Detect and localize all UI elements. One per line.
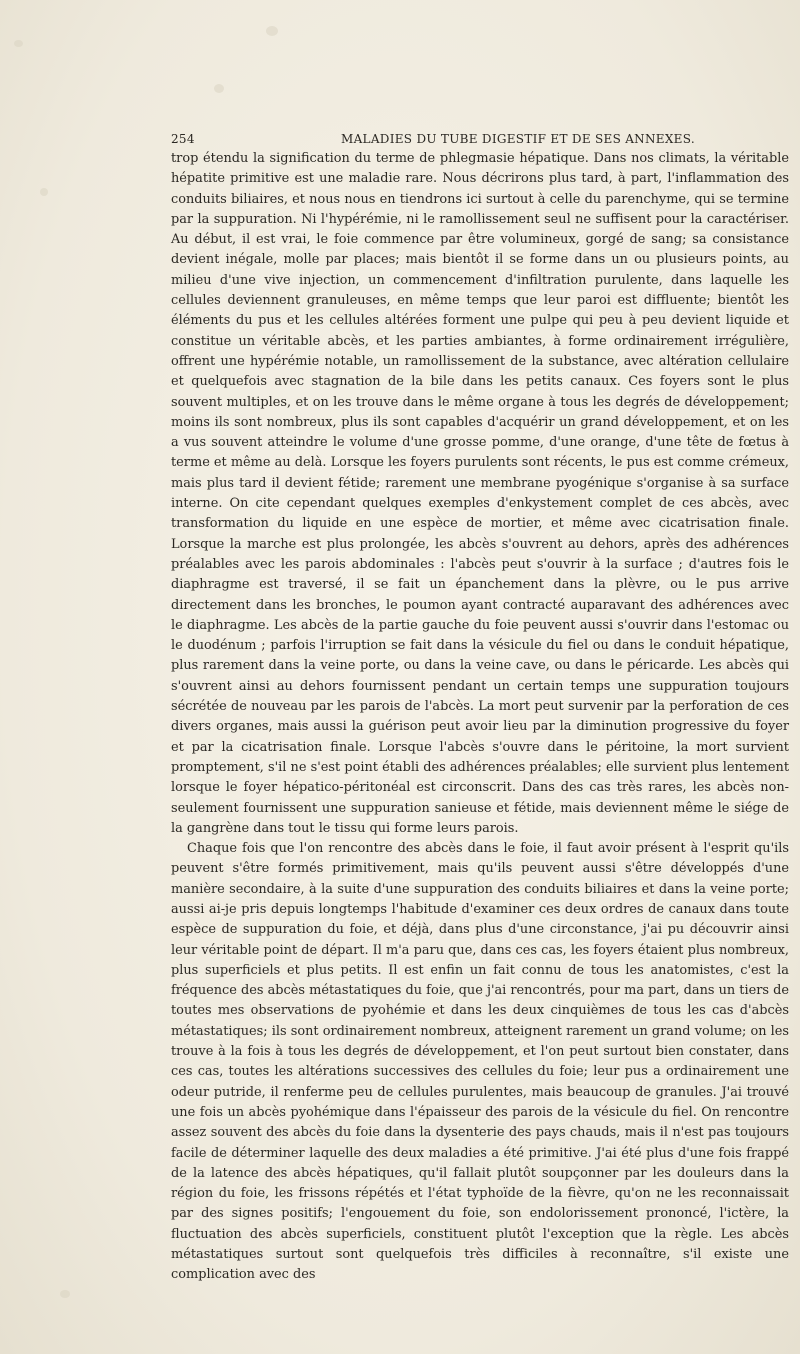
running-header (171, 132, 789, 150)
paper-stain (266, 26, 278, 36)
paper-stain (40, 188, 48, 196)
running-title: MALADIES DU TUBE DIGESTIF ET DE SES ANNEXES. (341, 132, 695, 146)
paper-stain (60, 1290, 70, 1298)
page-number: 254 (171, 132, 195, 146)
paragraph: Chaque fois que l'on rencontre des abcès dans le foie, il faut avoir présent à l'esprit qu'ils peuvent s'être formés primitivement, mais qu'ils peuvent aussi s'être développés d'une manière secondaire, à la suite d'une suppuration des conduits biliaires et dans la veine porte; aussi ai-je pris depuis longtemps l'habitude d'examiner ces deux ordres de canaux dans toute espèce de suppuration du foie, et déjà, dans plus d'une circonstance, j'ai pu découvrir ainsi leur véritable point de départ. Il m'a paru que, dans ces cas, les foyers étaient plus nombreux, plus superficiels et plus petits. Il est enfin un fait connu de tous les anatomistes, c'est la fréquence des abcès métastatiques du foie, que j'ai rencontrés, pour ma part, dans un tiers de toutes mes observations de pyohémie et dans les deux cinquièmes de tous les cas d'abcès métastatiques; ils sont ordinairement nombreux, atteignent rarement un grand volume; on les trouve à la fois à tous les degrés de développement, et l'on peut surtout bien constater, dans ces cas, toutes les altérations successives des cellules du foie; leur pus a ordinairement une odeur putride, il renferme peu de cellules purulentes, mais beaucoup de granules. J'ai trouvé une fois un abcès pyohémique dans l'épaisseur des parois de la vésicule du fiel. On rencontre assez souvent des abcès du foie dans la dysenterie des pays chauds, mais il n'est pas toujours facile de déterminer laquelle des deux maladies a été primitive. J'ai été plus d'une fois frappé de la latence des abcès hépatiques, qu'il fallait plutôt soupçonner par les douleurs dans la région du foie, les frissons répétés et l'état typhoïde de la fièvre, qu'on ne les reconnaissait par des signes positifs; l'engouement du foie, son endolorissement prononcé, l'ictère, la fluctuation des abcès superficiels, constituent plutôt l'exception que la règle. Les abcès métastatiques surtout sont quelquefois très difficiles à reconnaître, s'il existe une complication avec des (171, 841, 789, 1283)
paper-stain (14, 40, 23, 47)
paper-stain (214, 84, 224, 93)
paragraph: trop étendu la signification du terme de phlegmasie hépatique. Dans nos climats, la véritable hépatite primitive est une maladie rare. Nous décrirons plus tard, à part, l'inflammation des conduits biliaires, et nous nous en tiendrons ici surtout à celle du parenchyme, qui se termine par la suppuration. Ni l'hypérémie, ni le ramollissement seul ne suffisent pour la caractériser. Au début, il est vrai, le foie commence par être volumineux, gorgé de sang; sa consistance devient inégale, molle par places; mais bientôt il se forme dans un ou plusieurs points, au milieu d'une vive injection, un commencement d'infiltration purulente, dans laquelle les cellules deviennent granuleuses, en même temps que leur paroi est diffluente; bientôt les éléments du pus et les cellules altérées forment une pulpe qui peu à peu devient liquide et constitue un véritable abcès, et les parties ambiantes, à forme ordinairement irrégulière, offrent une hypérémie notable, un ramollissement de la substance, avec altération cellulaire et quelquefois avec stagnation de la bile dans les petits canaux. Ces foyers sont le plus souvent multiples, et on les trouve dans le même organe à tous les degrés de développement; moins ils sont nombreux, plus ils sont capables d'acquérir un grand développement, et on les a vus souvent atteindre le volume d'une grosse pomme, d'une orange, d'une tête de fœtus à terme et même au delà. Lorsque les foyers purulents sont récents, le pus est comme crémeux, mais plus tard il devient fétide; rarement une membrane pyogénique s'organise à sa surface interne. On cite cependant quelques exemples d'enkystement complet de ces abcès, avec transformation du liquide en une espèce de mortier, et même avec cicatrisation finale. Lorsque la marche est plus prolongée, les abcès s'ouvrent au dehors, après des adhérences préalables avec les parois abdominales : l'abcès peut s'ouvrir à la surface ; d'autres fois le diaphragme est traversé, il se fait un épanchement dans la plèvre, ou le pus arrive directement dans les bronches, le poumon ayant contracté auparavant des adhérences avec le diaphragme. Les abcès de la partie gauche du foie peuvent aussi s'ouvrir dans l'estomac ou le duodénum ; parfois l'irruption se fait dans la vésicule du fiel ou dans le conduit hépatique, plus rarement dans la veine porte, ou dans la veine cave, ou dans le péricarde. Les abcès qui s'ouvrent ainsi au dehors fournissent pendant un certain temps une suppuration toujours sécrétée de nouveau par les parois de l'abcès. La mort peut survenir par la perforation de ces divers organes, mais aussi la guérison peut avoir lieu par la diminution progressive du foyer et par la cicatrisation finale. Lorsque l'abcès s'ouvre dans le péritoine, la mort survient promptement, s'il ne s'est point établi des adhérences préalables; elle survient plus lentement lorsque le foyer hépatico-péritonéal est circonscrit. Dans des cas très rares, les abcès non-seulement fournissent une suppuration sanieuse et fétide, mais deviennent même le siége de la gangrène dans tout le tissu qui forme leurs parois. (171, 151, 789, 836)
body-text (171, 149, 789, 1286)
